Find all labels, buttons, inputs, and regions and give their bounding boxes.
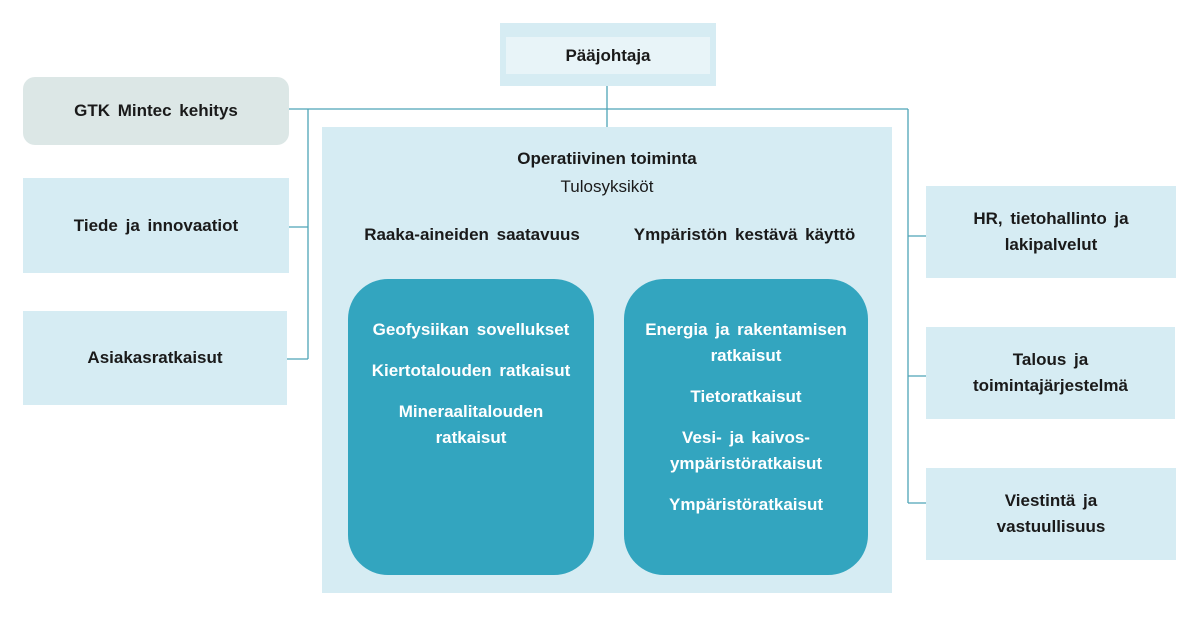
unit-item: Tietoratkaisut (690, 387, 802, 406)
unit-item: Geofysiikan sovellukset (372, 320, 570, 339)
hr-label-line2: lakipalvelut (1004, 235, 1098, 254)
talous-label-line1: Talous ja (1012, 350, 1089, 369)
unit-item: Ympäristöratkaisut (669, 495, 823, 514)
viestinta-label-line2: vastuullisuus (996, 517, 1106, 536)
talous-box (926, 327, 1175, 419)
ceo-box (500, 23, 716, 86)
unit-item: Mineraalitalouden ratkaisut (398, 402, 544, 447)
viestinta-label-line1: Viestintä ja (1004, 491, 1098, 510)
operations-subtitle: Tulosyksiköt (560, 177, 654, 196)
mintec-box (23, 77, 289, 145)
talous-label-line2: toimintajärjestelmä (973, 376, 1128, 395)
left-unit-panel (348, 279, 594, 575)
tiede-label: Tiede ja innovaatiot (73, 215, 239, 235)
asiakas-box (23, 311, 287, 405)
asiakas-label: Asiakasratkaisut (87, 348, 223, 367)
hr-label-line1: HR, tietohallinto ja (973, 209, 1129, 228)
viestinta-box (926, 468, 1176, 560)
right-column-heading: Ympäristön kestävä käyttö (633, 225, 856, 244)
unit-item: Kiertotalouden ratkaisut (371, 361, 571, 380)
mintec-label: GTK Mintec kehitys (74, 101, 238, 120)
unit-item: Energia ja rakentamisen ratkaisut (645, 320, 847, 365)
operations-box (322, 127, 892, 593)
right-unit-panel (624, 279, 868, 575)
ceo-label: Pääjohtaja (565, 45, 651, 65)
unit-item: Vesi- ja kaivos-ympäristöratkaisut (669, 428, 823, 473)
hr-box (926, 186, 1176, 278)
left-column-heading: Raaka-aineiden saatavuus (364, 225, 580, 244)
operations-title: Operatiivinen toiminta (517, 149, 697, 168)
tiede-box (23, 178, 289, 273)
